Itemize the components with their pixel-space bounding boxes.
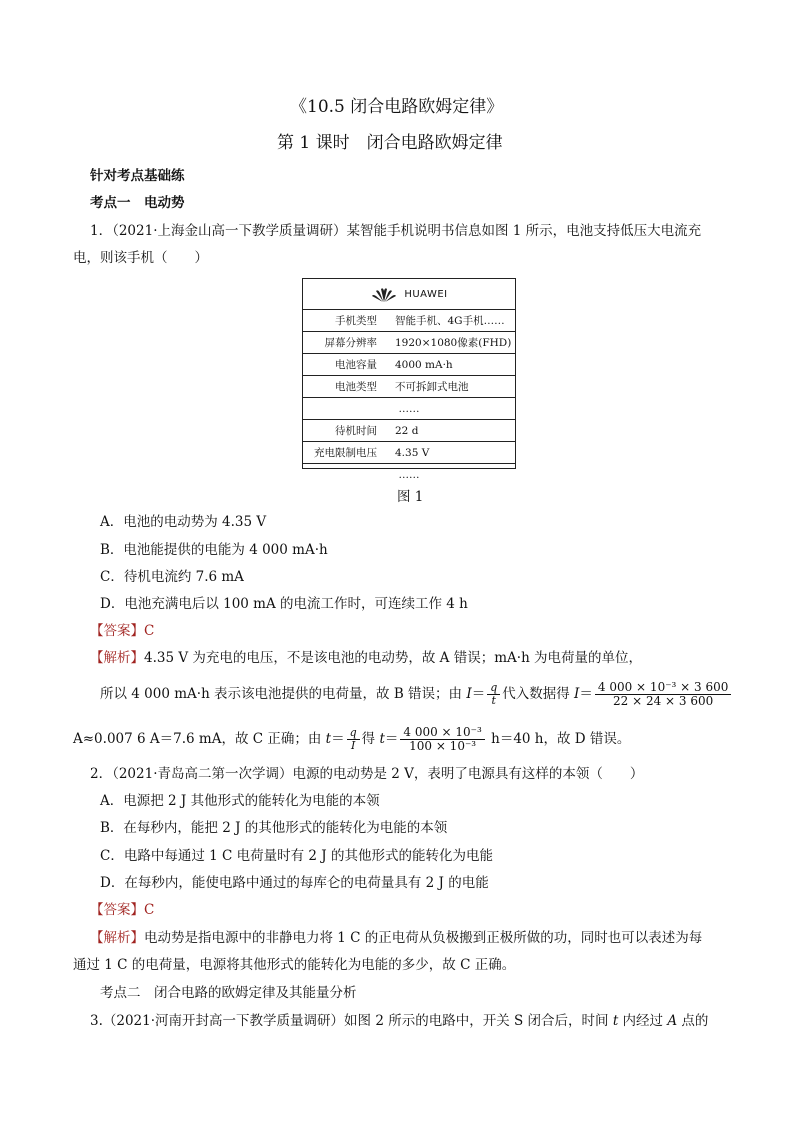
q2-analysis-line2: 通过 1 C 的电荷量，电源将其他形式的能转化为电能的多少，故 C 正确。 <box>73 957 516 973</box>
spec-row: 充电限制电压 4.35 V <box>303 442 515 464</box>
q2-option-b: B．在每秒内，能把 2 J 的其他形式的能转化为电能的本领 <box>100 820 448 836</box>
analysis-label: 【解析】 <box>90 650 144 666</box>
analysis-label: 【解析】 <box>90 930 144 946</box>
q2-option-a: A．电源把 2 J 其他形式的能转化为电能的本领 <box>100 793 380 809</box>
q2-analysis-line1: 【解析】电动势是指电源中的非静电力将 1 C 的正电荷从负极搬到正极所做的功，同时也可以表述为每 <box>90 930 703 946</box>
spec-brand: HUAWEI <box>404 288 448 300</box>
q1-option-d: D．电池充满电后以 100 mA 的电流工作时，可连续工作 4 h <box>100 596 468 612</box>
spec-row: …… <box>303 398 515 420</box>
spec-row: 电池容量 4000 mA·h <box>303 354 515 376</box>
huawei-logo-icon <box>370 285 398 303</box>
spec-row: 电池类型 不可拆卸式电池 <box>303 376 515 398</box>
q1-answer: 【答案】C <box>90 623 155 639</box>
spec-row: 手机类型 智能手机、4G手机…… <box>303 310 515 332</box>
q1-analysis-line3: A≈0.007 6 A＝7.6 mA，故 C 正确；由 t＝ $\frac{q}{I}$ 得 t＝ $\frac{\text{4 000 × 10⁻³}}{\text{100 × 10⁻³}}$ h＝40 h，故 D 错误。 <box>73 725 631 753</box>
lesson-subtitle: 第 1 课时 闭合电路欧姆定律 <box>277 133 503 153</box>
q3-stem-line1: 3.（2021·河南开封高一下教学质量调研）如图 2 所示的电路中，开关 S 闭合后，时间 t 内经过 A 点的 <box>90 1013 709 1029</box>
spec-row: 待机时间 22 d <box>303 420 515 442</box>
knowledge-point-1: 考点一 电动势 <box>90 195 185 211</box>
q1-stem-line2: 电，则该手机（ ） <box>73 250 208 266</box>
q1-analysis-line1: 【解析】4.35 V 为充电的电压，不是该电池的电动势，故 A 错误；mA·h 为电荷量的单位， <box>90 650 643 666</box>
q1-option-b: B．电池能提供的电能为 4 000 mA·h <box>100 542 328 558</box>
q2-stem: 2．（2021·青岛高二第一次学调）电源的电动势是 2 V，表明了电源具有这样的本领（ ） <box>90 766 644 782</box>
q1-option-a: A．电池的电动势为 4.35 V <box>100 514 267 530</box>
figure-1-caption: 图 1 <box>397 489 424 505</box>
spec-table-header <box>303 279 515 310</box>
spec-row: 屏幕分辨率 1920×1080像素(FHD) <box>303 332 515 354</box>
q1-stem-line1: 1．（2021·上海金山高一下教学质量调研）某智能手机说明书信息如图 1 所示，电池支持低压大电流充 <box>90 223 702 239</box>
q2-answer: 【答案】C <box>90 902 155 918</box>
q2-option-c: C．电路中每通过 1 C 电荷量时有 2 J 的其他形式的能转化为电能 <box>100 848 493 864</box>
q2-option-d: D．在每秒内，能使电路中通过的每库仑的电荷量具有 2 J 的电能 <box>100 875 489 891</box>
q1-option-c: C．待机电流约 7.6 mA <box>100 569 244 585</box>
spec-row: …… <box>398 468 420 481</box>
q1-analysis-line2: 所以 4 000 mA·h 表示该电池提供的电荷量，故 B 错误；由 I＝ $\frac{q}{t}$ 代入数据得 I＝ $\frac{\text{4 000 × 10⁻³ × 3 600}}{22 \times 24 \times 3 600}$ <box>100 681 733 708</box>
knowledge-point-2: 考点二 闭合电路的欧姆定律及其能量分析 <box>100 985 357 1001</box>
section-heading: 针对考点基础练 <box>90 168 185 184</box>
document-title: 《10.5 闭合电路欧姆定律》 <box>290 97 504 117</box>
phone-spec-table <box>302 278 516 481</box>
